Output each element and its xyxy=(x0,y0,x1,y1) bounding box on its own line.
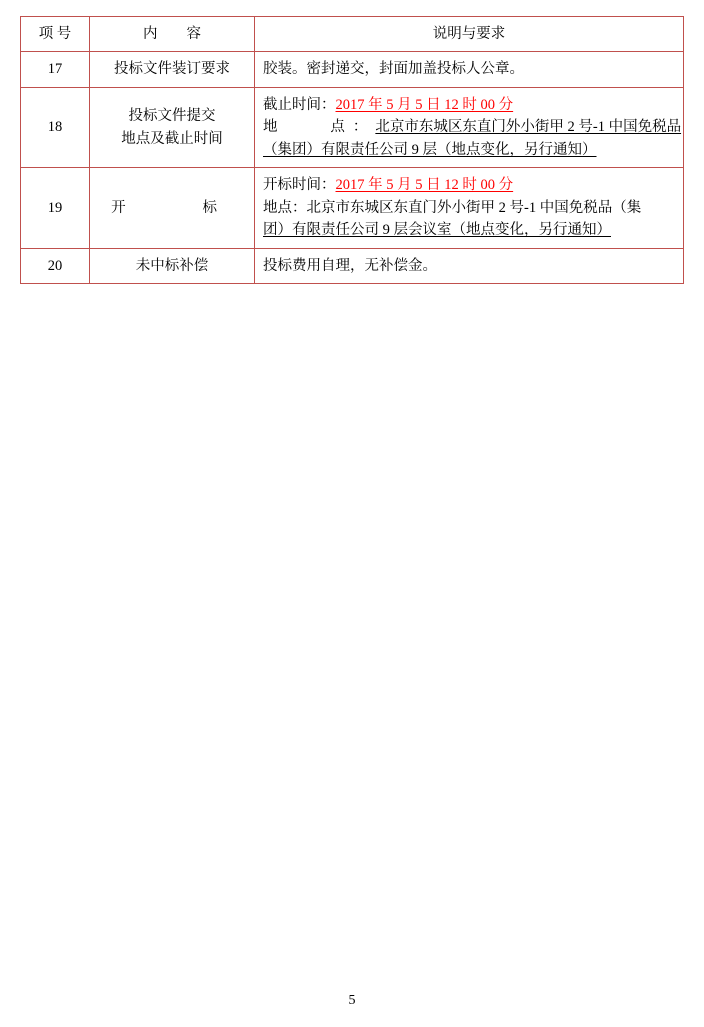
deadline-value: 2017 年 5 月 5 日 12 时 00 分 xyxy=(335,96,514,113)
table-header-row xyxy=(21,17,684,52)
row-no-18: 18 xyxy=(21,87,90,167)
opening-place-line-2 xyxy=(263,219,675,241)
place-value-line2: （集团）有限责任公司 9 层（地点变化，另行通知） xyxy=(263,141,597,158)
row-no-19: 19 xyxy=(21,168,90,248)
opening-place-value-line1: 北京市东城区东直门外小街甲 2 号-1 中国免税品（集 xyxy=(306,199,642,216)
row-desc-18 xyxy=(255,87,684,167)
row-content-18 xyxy=(90,87,255,167)
place-line-1 xyxy=(263,116,682,138)
place-line-2 xyxy=(263,139,675,161)
requirements-table xyxy=(20,16,684,284)
opening-place-label: 地点： xyxy=(263,199,307,216)
header-cell-desc: 说明与要求 xyxy=(255,17,684,52)
row-no-20: 20 xyxy=(21,248,90,283)
row-desc-17: 胶装。密封递交，封面加盖投标人公章。 xyxy=(255,52,684,87)
row-no-17: 17 xyxy=(21,52,90,87)
header-cell-no: 项 号 xyxy=(21,17,90,52)
opening-place-value-line2: 团）有限责任公司 9 层会议室（地点变化，另行通知） xyxy=(263,222,611,239)
row-content-18-line2: 地点及截止时间 xyxy=(121,130,223,147)
row-desc-20: 投标费用自理，无补偿金。 xyxy=(255,248,684,283)
opening-value: 2017 年 5 月 5 日 12 时 00 分 xyxy=(335,177,514,194)
header-cell-content: 内 容 xyxy=(90,17,255,52)
opening-label: 开标时间： xyxy=(263,177,336,194)
opening-time-line xyxy=(263,174,675,196)
row-content-17: 投标文件装订要求 xyxy=(90,52,255,87)
place-label: 地 点： xyxy=(263,119,376,136)
page-number: 5 xyxy=(348,993,356,1008)
row-desc-19 xyxy=(255,168,684,248)
row-content-20: 未中标补偿 xyxy=(90,248,255,283)
row-content-19-text: 开 标 xyxy=(111,199,233,216)
row-content-18-line1: 投标文件提交 xyxy=(128,108,216,125)
table-row xyxy=(21,87,684,167)
table-row xyxy=(21,168,684,248)
table-row xyxy=(21,248,684,283)
deadline-label: 截止时间： xyxy=(263,96,336,113)
opening-place-line-1 xyxy=(263,197,675,219)
place-value-line1: 北京市东城区东直门外小街甲 2 号-1 中国免税品 xyxy=(375,119,682,136)
deadline-line xyxy=(263,94,675,116)
table-row xyxy=(21,52,684,87)
row-content-19 xyxy=(90,168,255,248)
